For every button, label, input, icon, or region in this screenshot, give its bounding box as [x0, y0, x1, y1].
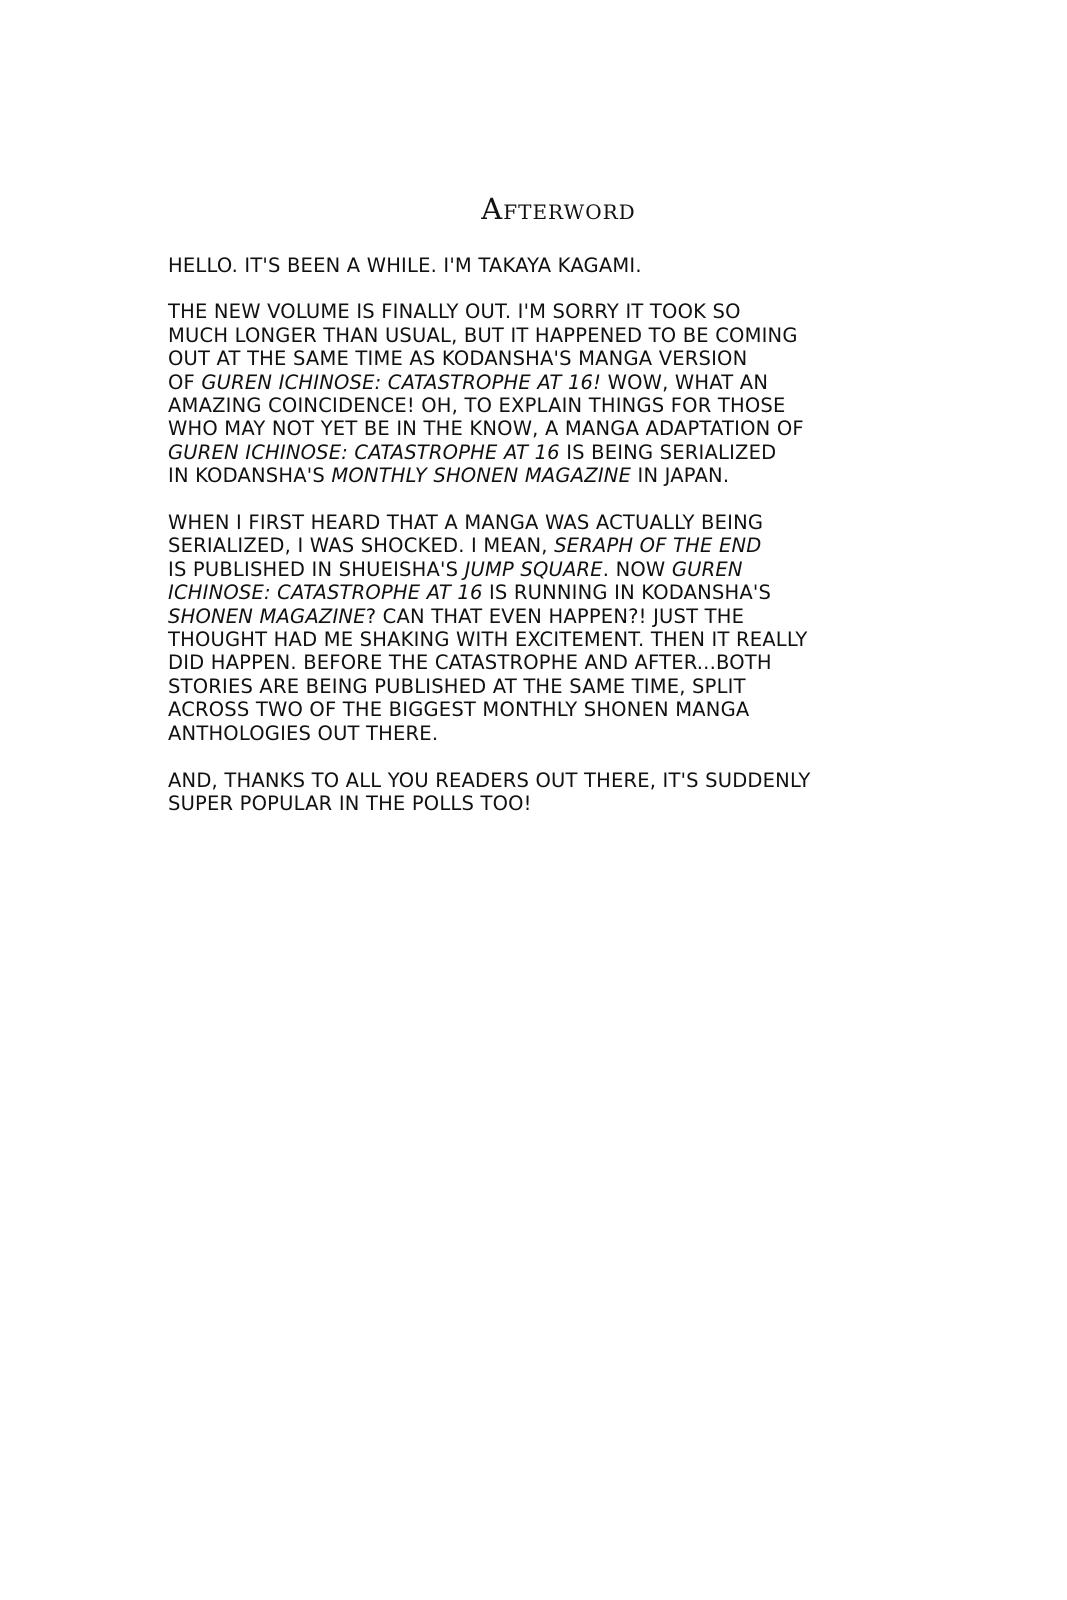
- text-segment: ANTHOLOGIES OUT THERE.: [168, 721, 439, 745]
- text-line: [168, 722, 908, 745]
- italic-title: GUREN ICHINOSE: CATASTROPHE AT 16!: [201, 370, 602, 394]
- paragraph: [168, 300, 908, 487]
- italic-title: SERAPH OF THE END: [554, 534, 762, 558]
- text-segment: AND, THANKS TO ALL YOU READERS OUT THERE, IT'S SUDDENLY: [168, 768, 811, 792]
- text-segment: IS RUNNING IN KODANSHA'S: [482, 581, 772, 605]
- text-line: [168, 254, 908, 277]
- text-segment: ? CAN THAT EVEN HAPPEN?! JUST THE: [365, 604, 745, 628]
- text-line: [168, 464, 908, 487]
- text-segment: OF: [168, 370, 202, 394]
- text-segment: ACROSS TWO OF THE BIGGEST MONTHLY SHONEN MANGA: [168, 698, 750, 722]
- italic-title: GUREN: [671, 557, 743, 581]
- text-segment: WOW, WHAT AN: [601, 370, 769, 394]
- text-line: [168, 300, 908, 323]
- text-line: [168, 581, 908, 604]
- page-title: Afterword: [481, 192, 636, 226]
- text-segment: WHO MAY NOT YET BE IN THE KNOW, A MANGA ADAPTATION OF: [168, 417, 804, 441]
- text-line: [168, 698, 908, 721]
- text-line: [168, 441, 908, 464]
- text-segment: THE NEW VOLUME IS FINALLY OUT. I'M SORRY IT TOOK SO: [168, 300, 741, 324]
- text-line: [168, 605, 908, 628]
- text-segment: THOUGHT HAD ME SHAKING WITH EXCITEMENT. THEN IT REALLY: [168, 628, 808, 652]
- text-segment: WHEN I FIRST HEARD THAT A MANGA WAS ACTUALLY BEING: [168, 511, 764, 535]
- italic-title: MONTHLY SHONEN MAGAZINE: [331, 464, 632, 488]
- text-segment: IN KODANSHA'S: [168, 464, 332, 488]
- italic-title: GUREN ICHINOSE: CATASTROPHE AT 16: [168, 440, 560, 464]
- text-line: [168, 347, 908, 370]
- text-segment: IS PUBLISHED IN SHUEISHA'S: [168, 557, 465, 581]
- afterword-body: [168, 254, 908, 839]
- text-line: [168, 651, 908, 674]
- text-line: [168, 675, 908, 698]
- italic-title: ICHINOSE: CATASTROPHE AT 16: [168, 581, 483, 605]
- text-segment: AMAZING COINCIDENCE! OH, TO EXPLAIN THINGS FOR THOSE: [168, 394, 786, 418]
- italic-title: JUMP SQUARE: [464, 557, 603, 581]
- text-line: [168, 511, 908, 534]
- text-segment: SERIALIZED, I WAS SHOCKED. I MEAN,: [168, 534, 555, 558]
- text-segment: SUPER POPULAR IN THE POLLS TOO!: [168, 791, 532, 815]
- text-segment: IS BEING SERIALIZED: [559, 440, 777, 464]
- text-segment: MUCH LONGER THAN USUAL, BUT IT HAPPENED TO BE COMING: [168, 323, 798, 347]
- text-line: [168, 394, 908, 417]
- paragraph: [168, 511, 908, 745]
- text-segment: . NOW: [602, 557, 672, 581]
- text-segment: STORIES ARE BEING PUBLISHED AT THE SAME TIME, SPLIT: [168, 674, 746, 698]
- italic-title: SHONEN MAGAZINE: [168, 604, 366, 628]
- paragraph: [168, 254, 908, 277]
- text-segment: IN JAPAN.: [631, 464, 730, 488]
- text-line: [168, 792, 908, 815]
- text-line: [168, 534, 908, 557]
- text-line: [168, 417, 908, 440]
- text-segment: DID HAPPEN. BEFORE THE CATASTROPHE AND AFTER...BOTH: [168, 651, 772, 675]
- text-segment: HELLO. IT'S BEEN A WHILE. I'M TAKAYA KAGAMI.: [168, 254, 642, 277]
- text-line: [168, 628, 908, 651]
- text-line: [168, 558, 908, 581]
- text-segment: OUT AT THE SAME TIME AS KODANSHA'S MANGA VERSION: [168, 347, 748, 371]
- paragraph: [168, 769, 908, 816]
- text-line: [168, 324, 908, 347]
- text-line: [168, 769, 908, 792]
- text-line: [168, 371, 908, 394]
